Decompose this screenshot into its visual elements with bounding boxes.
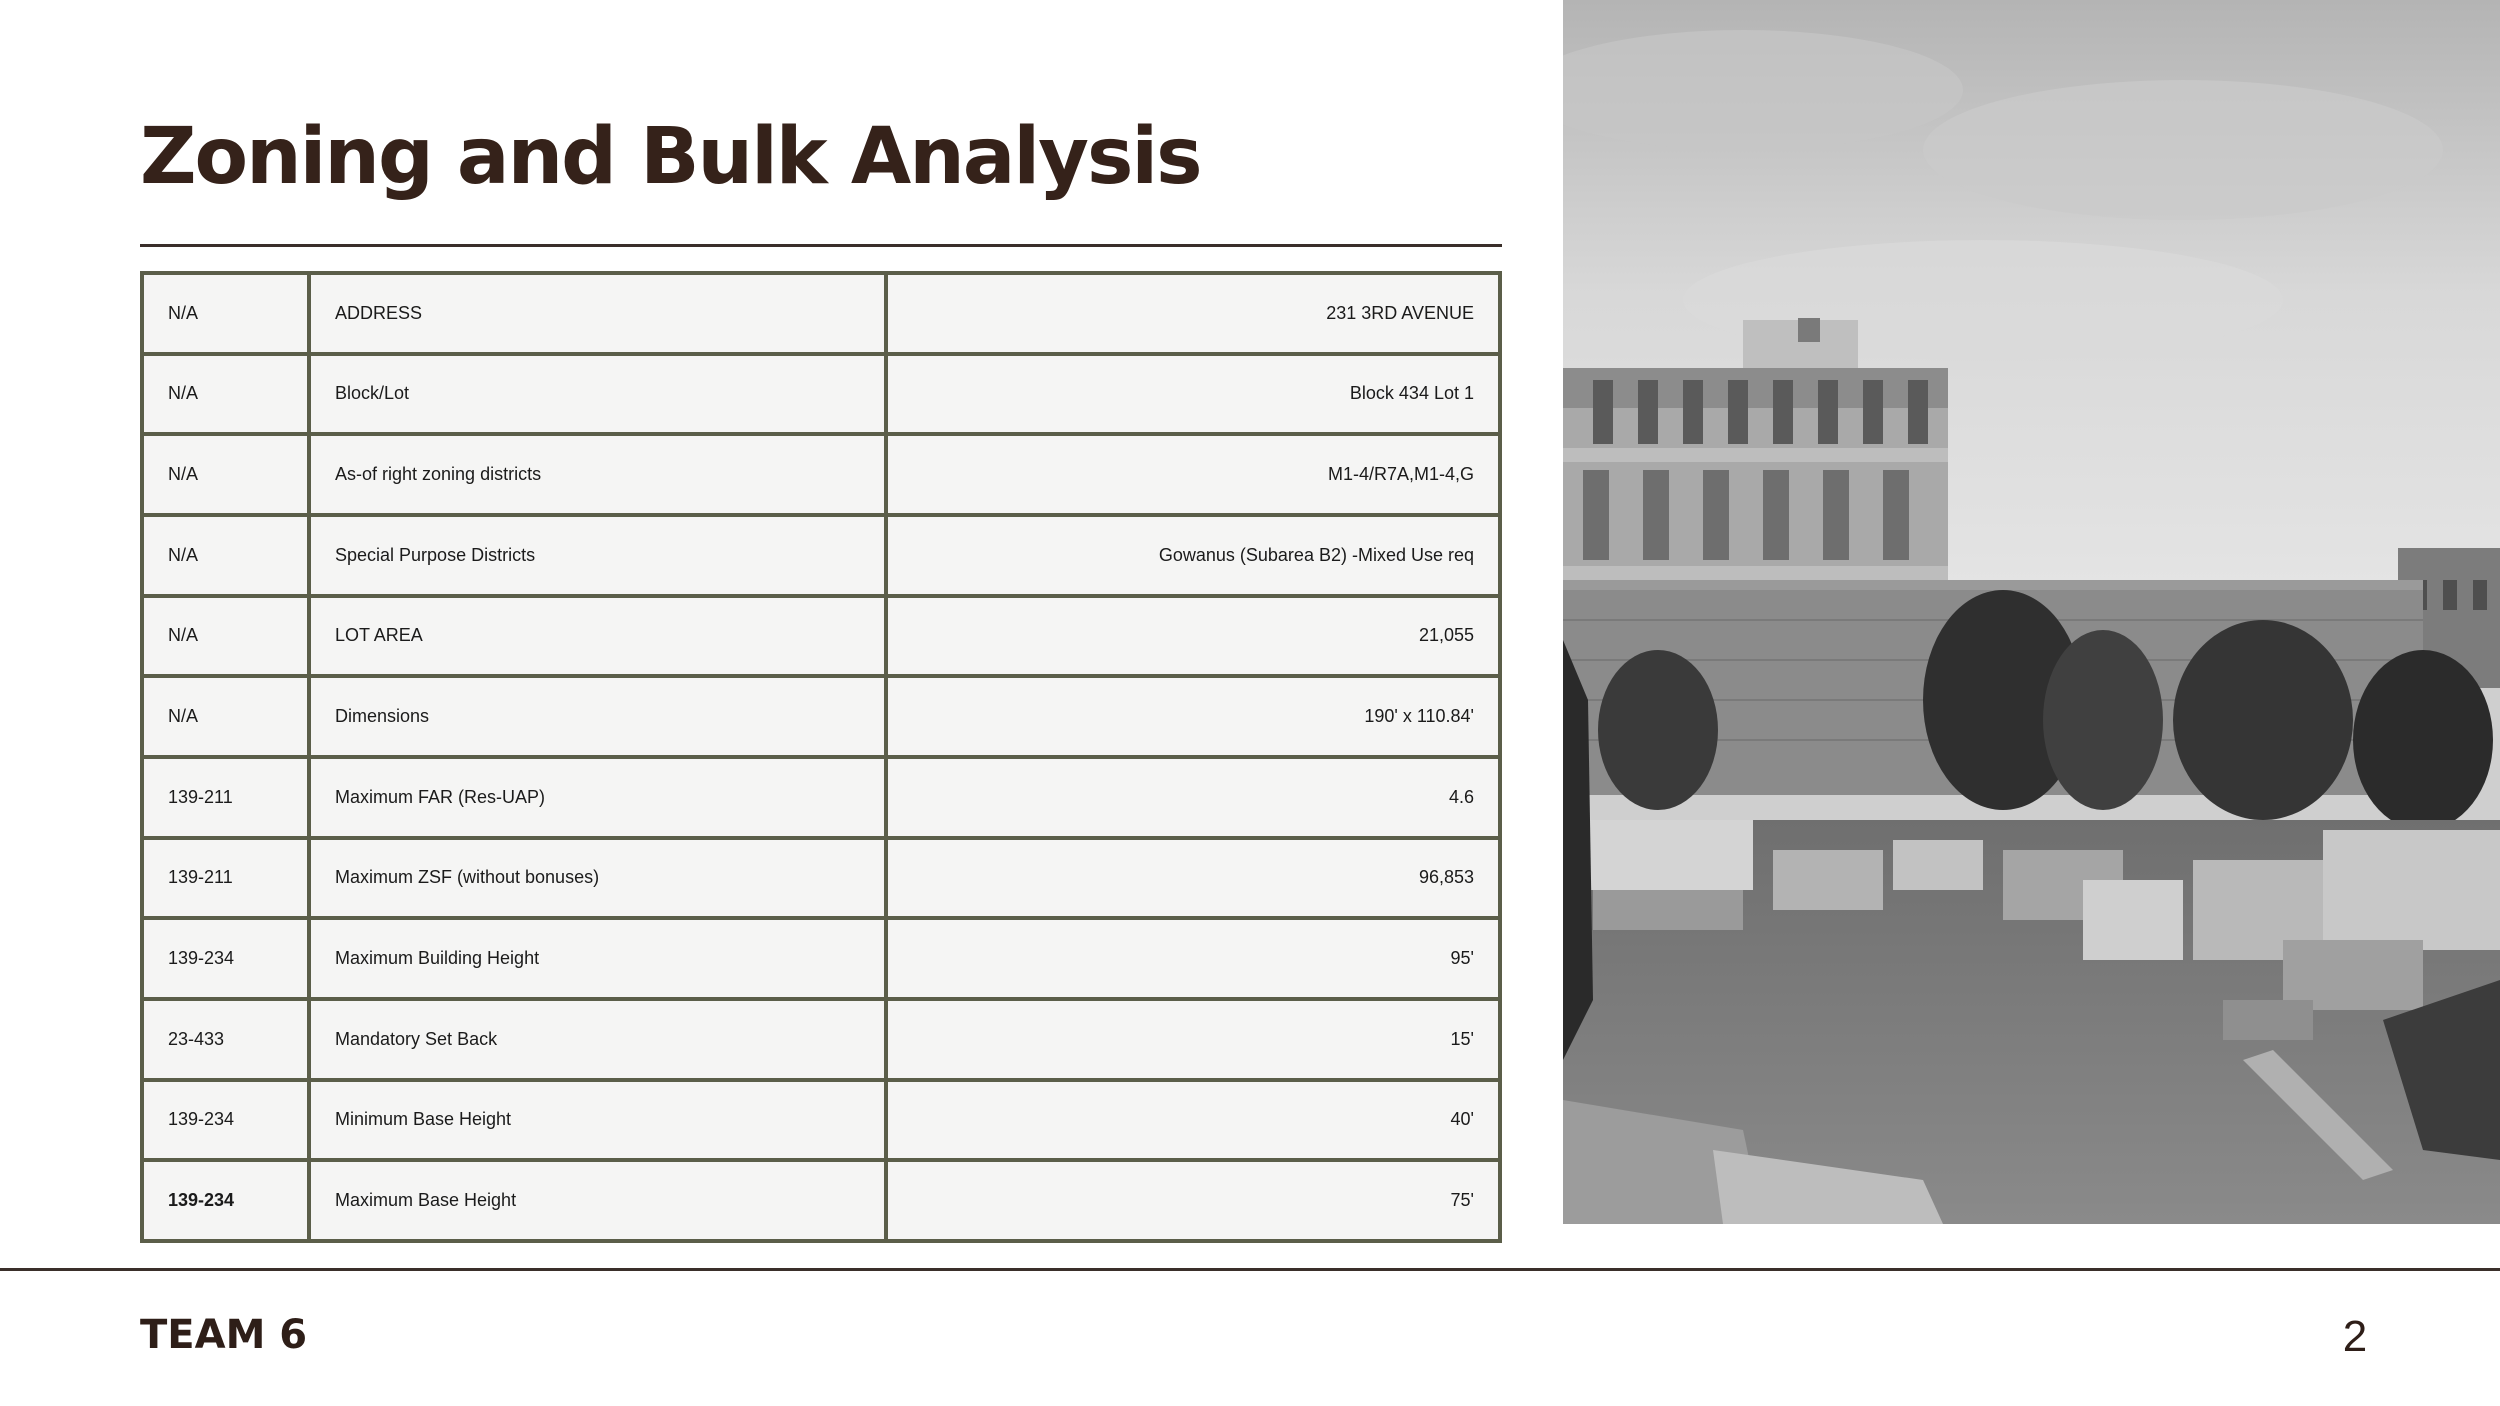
attribute-value-cell: 231 3RD AVENUE — [886, 273, 1500, 354]
team-label: TEAM 6 — [140, 1312, 308, 1358]
zoning-code-cell: N/A — [142, 676, 309, 757]
table-row — [142, 1160, 1500, 1241]
attribute-value-cell: 96,853 — [886, 838, 1500, 919]
zoning-code-cell: N/A — [142, 434, 309, 515]
site-photo — [1563, 0, 2500, 1224]
attribute-value-cell: M1-4/R7A,M1-4,G — [886, 434, 1500, 515]
attribute-label-cell: Mandatory Set Back — [309, 999, 886, 1080]
attribute-value-cell: 40' — [886, 1080, 1500, 1161]
table-row — [142, 434, 1500, 515]
attribute-label-cell: LOT AREA — [309, 596, 886, 677]
attribute-value-cell: Block 434 Lot 1 — [886, 354, 1500, 435]
zoning-code-cell: N/A — [142, 354, 309, 435]
zoning-code-cell: N/A — [142, 515, 309, 596]
attribute-value-cell: 75' — [886, 1160, 1500, 1241]
table-row — [142, 515, 1500, 596]
table-row — [142, 999, 1500, 1080]
attribute-label-cell: Maximum ZSF (without bonuses) — [309, 838, 886, 919]
zoning-code-cell: 23-433 — [142, 999, 309, 1080]
attribute-value-cell: Gowanus (Subarea B2) -Mixed Use req — [886, 515, 1500, 596]
attribute-value-cell: 21,055 — [886, 596, 1500, 677]
attribute-label-cell: Maximum Building Height — [309, 918, 886, 999]
attribute-label-cell: As-of right zoning districts — [309, 434, 886, 515]
table-row — [142, 838, 1500, 919]
attribute-label-cell: Block/Lot — [309, 354, 886, 435]
attribute-label-cell: Dimensions — [309, 676, 886, 757]
attribute-label-cell: Maximum FAR (Res-UAP) — [309, 757, 886, 838]
zoning-code-cell: N/A — [142, 273, 309, 354]
zoning-code-cell: N/A — [142, 596, 309, 677]
table-row — [142, 757, 1500, 838]
zoning-table — [140, 271, 1502, 1243]
zoning-code-cell: 139-211 — [142, 757, 309, 838]
zoning-code-cell: 139-234 — [142, 918, 309, 999]
zoning-code-cell: 139-211 — [142, 838, 309, 919]
footer-divider — [0, 1268, 2500, 1271]
attribute-label-cell: ADDRESS — [309, 273, 886, 354]
table-row — [142, 1080, 1500, 1161]
table-row — [142, 273, 1500, 354]
attribute-value-cell: 95' — [886, 918, 1500, 999]
page-number: 2 — [2342, 1312, 2368, 1361]
zoning-code-cell: 139-234 — [142, 1160, 309, 1241]
attribute-label-cell: Maximum Base Height — [309, 1160, 886, 1241]
attribute-value-cell: 190' x 110.84' — [886, 676, 1500, 757]
title-divider — [140, 244, 1502, 247]
table-row — [142, 918, 1500, 999]
slide-title: Zoning and Bulk Analysis — [140, 112, 1201, 202]
attribute-label-cell: Special Purpose Districts — [309, 515, 886, 596]
table-row — [142, 354, 1500, 435]
table-row — [142, 676, 1500, 757]
attribute-value-cell: 15' — [886, 999, 1500, 1080]
attribute-value-cell: 4.6 — [886, 757, 1500, 838]
attribute-label-cell: Minimum Base Height — [309, 1080, 886, 1161]
zoning-code-cell: 139-234 — [142, 1080, 309, 1161]
table-row — [142, 596, 1500, 677]
